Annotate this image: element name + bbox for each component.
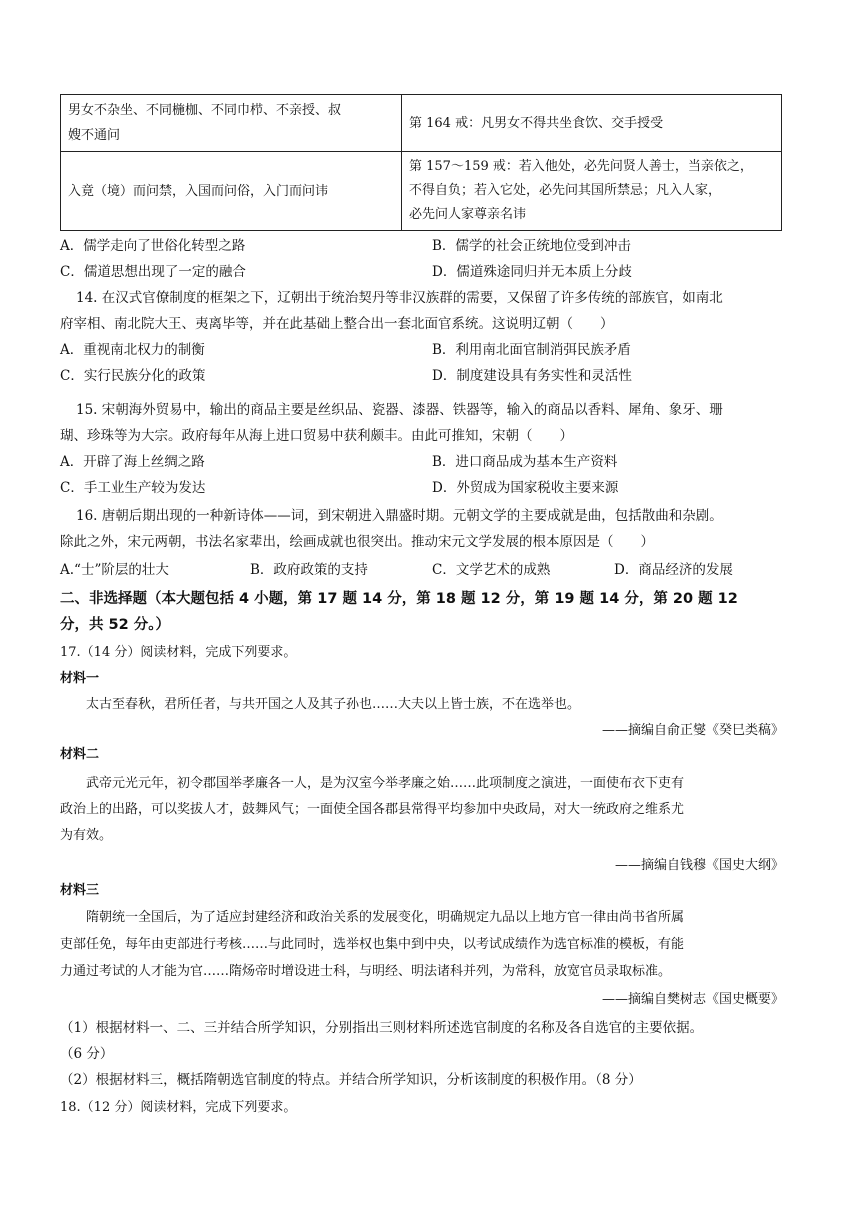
question-18-intro: 18.（12 分）阅读材料，完成下列要求。 [60, 1100, 297, 1115]
material-1-title: 材料一 [60, 671, 100, 686]
material-3-source: ——摘编自樊树志《国史概要》 [601, 992, 784, 1007]
material-2-text: 政治上的出路，可以奖拔人才，鼓舞风气；一面使全国各郡县常得平均参加中央政局，对大一统政府之维系尤 [60, 802, 685, 817]
material-2-title: 材料二 [60, 747, 100, 762]
option-a: A.“士”阶层的壮大 [60, 562, 169, 578]
option-d: D．商品经济的发展 [614, 562, 733, 578]
question-17-intro: 17.（14 分）阅读材料，完成下列要求。 [60, 645, 297, 660]
option-a: A．重视南北权力的制衡 [60, 342, 205, 358]
question-16-text: 16. 唐朝后期出现的一种新诗体——词，到宋朝进入鼎盛时期。元朝文学的主要成就是曲，包括散曲和杂剧。 [76, 508, 723, 524]
sub-question-1: （1）根据材料一、二、三并结合所学知识，分别指出三则材料所述选官制度的名称及各自选官的主要依据。 [60, 1020, 704, 1036]
option-a: A．开辟了海上丝绸之路 [60, 454, 205, 470]
section-heading: 二、非选择题（本大题包括 4 小题，第 17 题 14 分，第 18 题 12 分，第 19 题 14 分，第 20 题 12 [60, 591, 738, 607]
material-1-source: ——摘编自俞正燮《癸巳类稿》 [601, 723, 784, 738]
option-c: C．儒道思想出现了一定的融合 [60, 264, 246, 280]
option-b: B．进口商品成为基本生产资料 [432, 454, 618, 470]
question-14-text: 府宰相、南北院大王、夷离毕等，并在此基础上整合出一套北面官系统。这说明辽朝（ ） [60, 316, 614, 332]
material-2-source: ——摘编自钱穆《国史大纲》 [614, 858, 784, 873]
material-3-text: 力通过考试的人才能为官……隋炀帝时增设进士科，与明经、明法诸科并列，为常科，放宽官员录取标准。 [60, 964, 672, 979]
table-cell: 入竟（境）而问禁，入国而问俗，入门而问讳 [61, 152, 402, 231]
option-c: C．文学艺术的成熟 [432, 562, 551, 578]
section-heading: 分，共 52 分。） [60, 617, 171, 633]
sub-question-1: （6 分） [60, 1046, 114, 1062]
option-d: D．外贸成为国家税收主要来源 [432, 480, 619, 496]
sub-question-2: （2）根据材料三，概括隋朝选官制度的特点。并结合所学知识，分析该制度的积极作用。（8 分） [60, 1072, 642, 1088]
question-15-text: 瑚、珍珠等为大宗。政府每年从海上进口贸易中获利颇丰。由此可推知，宋朝（ ） [60, 428, 573, 444]
material-1-text: 太古至春秋，君所任者，与共开国之人及其子孙也……大夫以上皆士族，不在选举也。 [86, 697, 581, 712]
material-3-text: 隋朝统一全国后，为了适应封建经济和政治关系的发展变化，明确规定九品以上地方官一律由尚书省所属 [86, 910, 685, 925]
table-cell: 第 164 戒：凡男女不得共坐食饮、交手授受 [402, 95, 782, 152]
table-row [61, 95, 782, 152]
material-3-title: 材料三 [60, 883, 100, 898]
option-b: B．儒学的社会正统地位受到冲击 [432, 238, 631, 254]
option-b: B．政府政策的支持 [250, 562, 368, 578]
question-15-text: 15. 宋朝海外贸易中，输出的商品主要是丝织品、瓷器、漆器、铁器等，输入的商品以香料、犀角、象牙、珊 [76, 402, 723, 418]
option-d: D．儒道殊途同归并无本质上分歧 [432, 264, 632, 280]
comparison-table [60, 94, 782, 231]
option-d: D．制度建设具有务实性和灵活性 [432, 368, 632, 384]
table-cell: 第 157～159 戒：若入他处，必先问贤人善士，当亲依之， 不得自负；若入它处，必先问其国所禁忌；凡入人家， 必先问人家尊亲名讳 [402, 152, 782, 231]
option-b: B．利用南北面官制消弭民族矛盾 [432, 342, 631, 358]
option-c: C．实行民族分化的政策 [60, 368, 206, 384]
question-16-text: 除此之外，宋元两朝，书法名家辈出，绘画成就也很突出。推动宋元文学发展的根本原因是（ ） [60, 534, 654, 550]
option-a: A．儒学走向了世俗化转型之路 [60, 238, 246, 254]
table-cell: 男女不杂坐、不同椸枷、不同巾栉、不亲授、叔 嫂不通问 [61, 95, 402, 152]
material-3-text: 吏部任免，每年由吏部进行考核……与此同时，选举权也集中到中央，以考试成绩作为选官标准的模板，有能 [60, 937, 685, 952]
table-row [61, 152, 782, 231]
material-2-text: 武帝元光元年，初令郡国举孝廉各一人，是为汉室今举孝廉之始……此项制度之演进，一面使布衣下吏有 [86, 776, 685, 791]
question-14-text: 14. 在汉式官僚制度的框架之下，辽朝出于统治契丹等非汉族群的需要，又保留了许多传统的部族官，如南北 [76, 290, 723, 306]
option-c: C．手工业生产较为发达 [60, 480, 206, 496]
material-2-text: 为有效。 [60, 828, 113, 843]
